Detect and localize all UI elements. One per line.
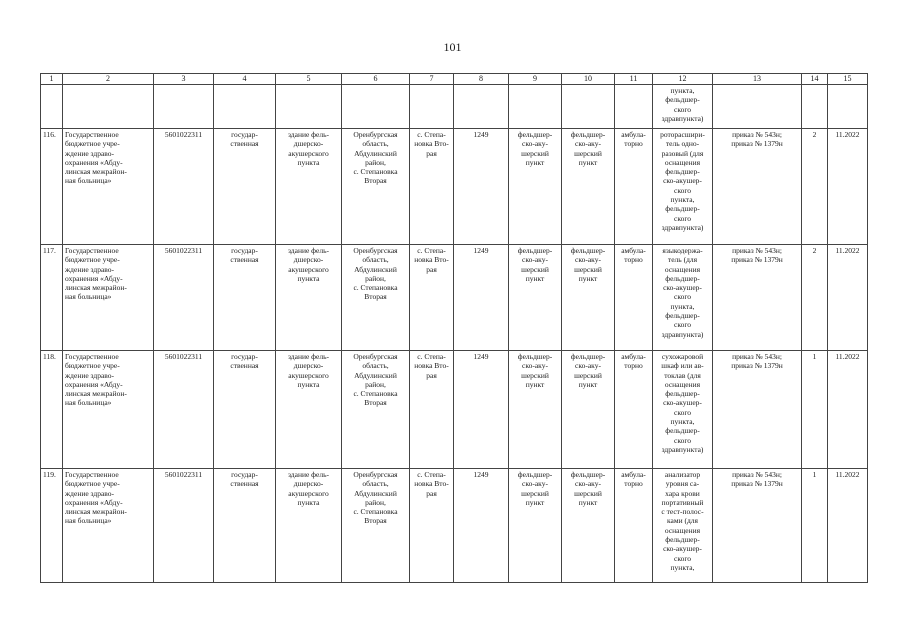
- address-cell: Оренбургская область, Абдулинский район, с. Степановка Вторая: [342, 351, 410, 469]
- facility-type-cell: фельдшер- ско-аку- шерский пункт: [509, 129, 562, 245]
- row-number-cell: 118.: [41, 351, 63, 469]
- page-number: 101: [443, 40, 462, 54]
- org-code-cell: 5601022311: [154, 129, 214, 245]
- deadline-date-cell: 11.2022: [828, 129, 868, 245]
- building-type-cell: здание фель- дшерско- акушерского пункта: [276, 245, 342, 351]
- column-number-header: 1: [41, 74, 63, 85]
- column-number-header: 8: [454, 74, 509, 85]
- population-cell: 1249: [454, 245, 509, 351]
- care-form-cell: амбула- торно: [615, 351, 653, 469]
- table-row: [41, 351, 868, 469]
- organization-name-cell: Государственное бюджетное учре- ждение здраво- охранения «Абду- линская межрайон- ная больница»: [63, 129, 154, 245]
- cell: [154, 85, 214, 129]
- organization-name-cell: Государственное бюджетное учре- ждение здраво- охранения «Абду- линская межрайон- ная больница»: [63, 469, 154, 583]
- cell: [41, 85, 63, 129]
- population-cell: 1249: [454, 351, 509, 469]
- row-number-cell: 119.: [41, 469, 63, 583]
- continuation-row: [41, 85, 868, 129]
- cell: [509, 85, 562, 129]
- building-type-cell: здание фель- дшерско- акушерского пункта: [276, 469, 342, 583]
- equipment-name-cell: роторасшири- тель одно- разовый (для оснащения фельдшер- ско-акушер- ского пункта, фельдшер- ского здравпункта): [653, 129, 713, 245]
- cell: [713, 85, 802, 129]
- cell: [615, 85, 653, 129]
- address-cell: Оренбургская область, Абдулинский район, с. Степановка Вторая: [342, 469, 410, 583]
- quantity-cell: 2: [802, 245, 828, 351]
- cell: [828, 85, 868, 129]
- organization-name-cell: Государственное бюджетное учре- ждение здраво- охранения «Абду- линская межрайон- ная больница»: [63, 351, 154, 469]
- care-form-cell: амбула- торно: [615, 469, 653, 583]
- facility-type-cell: фельдшер- ско-аку- шерский пункт: [509, 245, 562, 351]
- equipment-table: [40, 73, 868, 583]
- locality-cell: с. Степа- новка Вто- рая: [410, 129, 454, 245]
- locality-cell: с. Степа- новка Вто- рая: [410, 469, 454, 583]
- care-form-cell: амбула- торно: [615, 129, 653, 245]
- population-cell: 1249: [454, 129, 509, 245]
- ownership-form-cell: государ- ственная: [214, 469, 276, 583]
- building-type-cell: здание фель- дшерско- акушерского пункта: [276, 351, 342, 469]
- facility-type-target-cell: фельдшер- ско-аку- шерский пункт: [562, 351, 615, 469]
- equipment-name-cell: сухожаровой шкаф или ав- токлав (для оснащения фельдшер- ско-акушер- ского пункта, фельдшер- ского здравпункта): [653, 351, 713, 469]
- quantity-cell: 1: [802, 351, 828, 469]
- cell: [63, 85, 154, 129]
- facility-type-target-cell: фельдшер- ско-аку- шерский пункт: [562, 245, 615, 351]
- column-number-row: [41, 74, 868, 85]
- column-number-header: 6: [342, 74, 410, 85]
- order-reference-cell: приказ № 543н; приказ № 1379н: [713, 469, 802, 583]
- column-number-header: 4: [214, 74, 276, 85]
- deadline-date-cell: 11.2022: [828, 245, 868, 351]
- column-number-header: 9: [509, 74, 562, 85]
- column-number-header: 10: [562, 74, 615, 85]
- org-code-cell: 5601022311: [154, 351, 214, 469]
- population-cell: 1249: [454, 469, 509, 583]
- column-number-header: 5: [276, 74, 342, 85]
- facility-type-target-cell: фельдшер- ско-аку- шерский пункт: [562, 129, 615, 245]
- order-reference-cell: приказ № 543н; приказ № 1379н: [713, 129, 802, 245]
- address-cell: Оренбургская область, Абдулинский район, с. Степановка Вторая: [342, 245, 410, 351]
- ownership-form-cell: государ- ственная: [214, 245, 276, 351]
- org-code-cell: 5601022311: [154, 245, 214, 351]
- facility-type-target-cell: фельдшер- ско-аку- шерский пункт: [562, 469, 615, 583]
- locality-cell: с. Степа- новка Вто- рая: [410, 351, 454, 469]
- column-number-header: 3: [154, 74, 214, 85]
- cell: [342, 85, 410, 129]
- table-row: [41, 129, 868, 245]
- row-number-cell: 116.: [41, 129, 63, 245]
- row-number-cell: 117.: [41, 245, 63, 351]
- cell: [802, 85, 828, 129]
- order-reference-cell: приказ № 543н; приказ № 1379н: [713, 245, 802, 351]
- cell: [410, 85, 454, 129]
- care-form-cell: амбула- торно: [615, 245, 653, 351]
- locality-cell: с. Степа- новка Вто- рая: [410, 245, 454, 351]
- column-number-header: 12: [653, 74, 713, 85]
- cell: [562, 85, 615, 129]
- organization-name-cell: Государственное бюджетное учре- ждение здраво- охранения «Абду- линская межрайон- ная больница»: [63, 245, 154, 351]
- cell: [276, 85, 342, 129]
- facility-type-cell: фельдшер- ско-аку- шерский пункт: [509, 351, 562, 469]
- continuation-equipment-cell: пункта, фельдшер- ского здравпункта): [653, 85, 713, 129]
- deadline-date-cell: 11.2022: [828, 469, 868, 583]
- table-row: [41, 245, 868, 351]
- column-number-header: 14: [802, 74, 828, 85]
- column-number-header: 15: [828, 74, 868, 85]
- cell: [214, 85, 276, 129]
- facility-type-cell: фельдшер- ско-аку- шерский пункт: [509, 469, 562, 583]
- quantity-cell: 2: [802, 129, 828, 245]
- quantity-cell: 1: [802, 469, 828, 583]
- equipment-name-cell: языкодержа- тель (для оснащения фельдшер- ско-акушер- ского пункта, фельдшер- ского здравпункта): [653, 245, 713, 351]
- deadline-date-cell: 11.2022: [828, 351, 868, 469]
- cell: [454, 85, 509, 129]
- column-number-header: 11: [615, 74, 653, 85]
- org-code-cell: 5601022311: [154, 469, 214, 583]
- ownership-form-cell: государ- ственная: [214, 351, 276, 469]
- column-number-header: 7: [410, 74, 454, 85]
- ownership-form-cell: государ- ственная: [214, 129, 276, 245]
- order-reference-cell: приказ № 543н; приказ № 1379н: [713, 351, 802, 469]
- table-row: [41, 469, 868, 583]
- address-cell: Оренбургская область, Абдулинский район, с. Степановка Вторая: [342, 129, 410, 245]
- equipment-name-cell: анализатор уровня са- хара крови портативный с тест-полос- ками (для оснащения фельдшер- ско-акушер- ского пункта,: [653, 469, 713, 583]
- building-type-cell: здание фель- дшерско- акушерского пункта: [276, 129, 342, 245]
- column-number-header: 13: [713, 74, 802, 85]
- column-number-header: 2: [63, 74, 154, 85]
